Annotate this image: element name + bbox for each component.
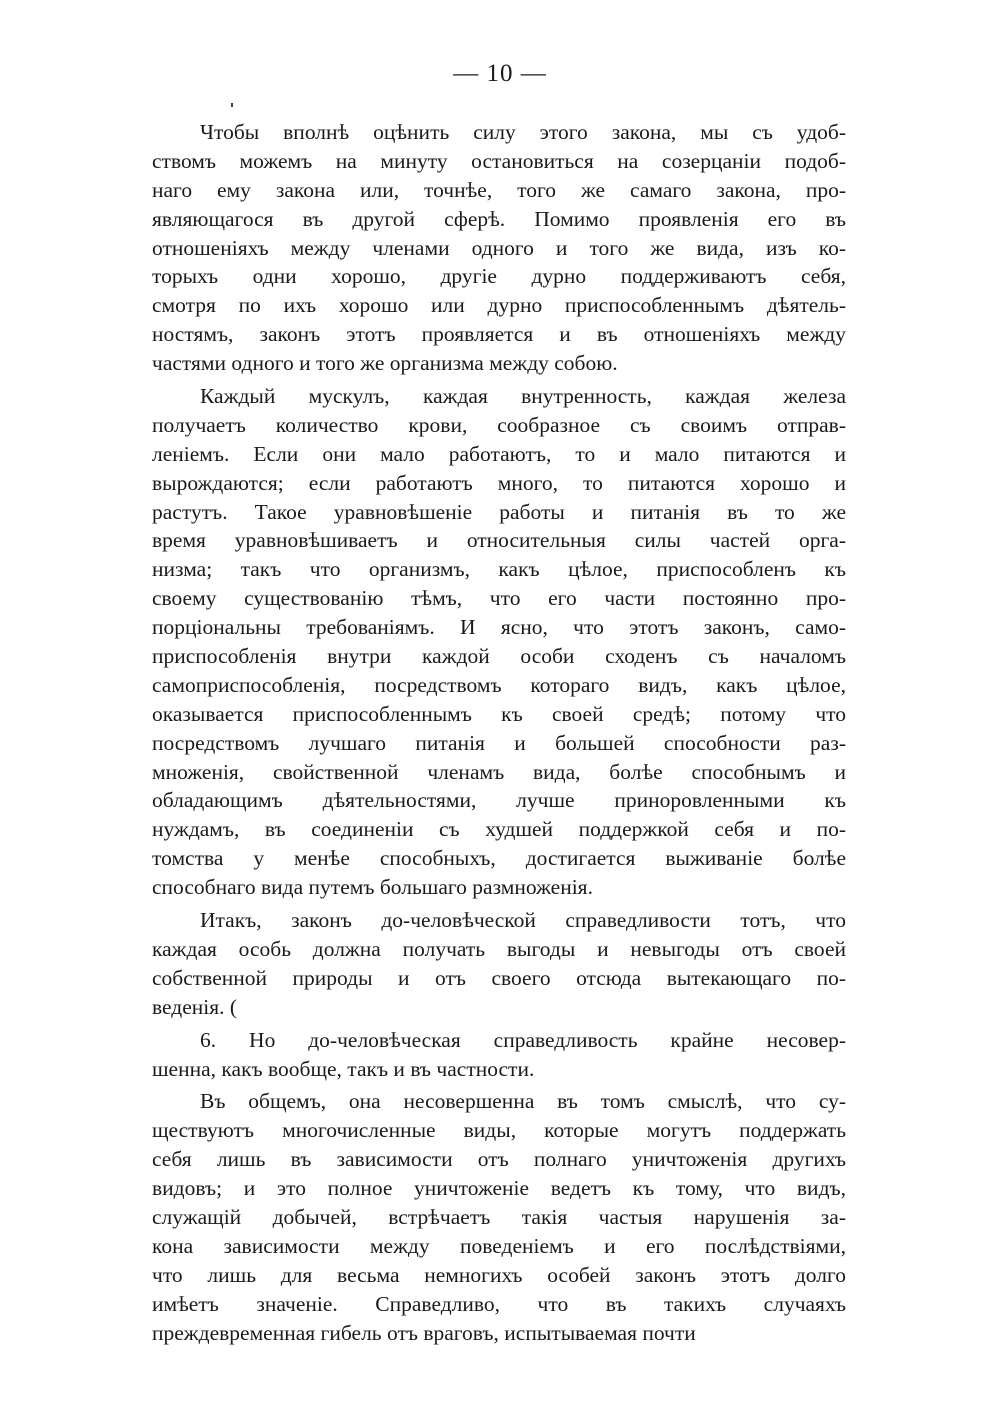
text-line: 6. Но до-человѣческая справедливость крайне несовер- (200, 1027, 846, 1052)
text-line: что лишь для весьма немногихъ особей законъ этотъ долго (152, 1262, 846, 1287)
text-line: шенна, какъ вообще, такъ и въ частности. (152, 1056, 535, 1081)
text-line: ностямъ, законъ этотъ проявляется и въ отношеніяхъ между (152, 322, 846, 347)
text-line: самоприспособленія, посредствомъ котораго видъ, какъ цѣлое, (152, 672, 846, 697)
paragraph (152, 1026, 846, 1084)
text-line: множенія, свойственной членамъ вида, болѣе способнымъ и (152, 759, 846, 784)
text-line: каждая особь должна получать выгоды и невыгоды отъ своей (152, 936, 846, 961)
text-line: частями одного и того же организма между собою. (152, 351, 618, 376)
text-line: посредствомъ лучшаго питанія и большей способности раз- (152, 730, 846, 755)
paragraph (152, 906, 846, 1022)
text-line: веденія. ( (152, 994, 238, 1019)
text-line: порціональны требованіямъ. И ясно, что этотъ законъ, само- (152, 615, 846, 640)
text-line: своему существованію тѣмъ, что его части постоянно про- (152, 586, 846, 611)
text-line: нуждамъ, въ соединеніи съ худшей поддержкой себя и по- (152, 817, 846, 842)
text-line: преждевременная гибель отъ враговъ, испытываемая почти (152, 1320, 696, 1345)
text-line: время уравновѣшиваетъ и относительныя силы частей орга- (152, 528, 846, 553)
text-line: отношеніяхъ между членами одного и того же вида, изъ ко- (152, 235, 846, 260)
body-text (152, 118, 846, 1347)
text-line: растутъ. Такое уравновѣшеніе работы и питанія въ то же (152, 499, 846, 524)
paragraph (152, 382, 846, 902)
text-line: Каждый мускулъ, каждая внутренность, каждая железа (200, 384, 846, 409)
text-line: Чтобы вполнѣ оцѣнить силу этого закона, мы съ удоб- (200, 120, 846, 144)
paragraph (152, 1087, 846, 1347)
ink-mark (231, 103, 233, 107)
text-line: томства у менѣе способныхъ, достигается выживаніе болѣе (152, 846, 846, 871)
text-line: обладающимъ дѣятельностями, лучше приноровленными къ (152, 788, 846, 813)
text-line: получаетъ количество крови, сообразное съ своимъ отправ- (152, 412, 846, 437)
text-line: ствомъ можемъ на минуту остановиться на созерцаніи подоб- (152, 148, 846, 173)
text-line: Итакъ, законъ до-человѣческой справедливости тотъ, что (200, 908, 846, 933)
text-line: приспособленія внутри каждой особи сходенъ съ началомъ (152, 644, 846, 669)
text-line: собственной природы и отъ своего отсюда вытекающаго по- (152, 965, 846, 990)
text-line: служащій добычей, встрѣчаетъ такія частыя нарушенія за- (152, 1204, 846, 1229)
page-number: — 10 — (453, 60, 547, 87)
text-line: ществуютъ многочисленные виды, которые могутъ поддержать (152, 1118, 846, 1143)
text-line: низма; такъ что организмъ, какъ цѣлое, приспособленъ къ (152, 557, 846, 582)
text-line: торыхъ одни хорошо, другіе дурно поддерживаютъ себя, (152, 264, 846, 289)
text-line: себя лишь въ зависимости отъ полнаго уничтоженія другихъ (152, 1147, 846, 1172)
text-line: леніемъ. Если они мало работаютъ, то и мало питаются и (152, 441, 846, 466)
text-line: вырождаются; если работаютъ много, то питаются хорошо и (152, 470, 846, 495)
text-line: способнаго вида путемъ большаго размноженія. (152, 875, 593, 900)
text-line: Въ общемъ, она несовершенна въ томъ смыслѣ, что су- (200, 1089, 846, 1114)
text-line: оказывается приспособленнымъ къ своей средѣ; потому что (152, 701, 846, 726)
text-line: смотря по ихъ хорошо или дурно приспособленнымъ дѣятель- (152, 293, 846, 318)
paragraph (152, 118, 846, 378)
text-line: являющагося въ другой сферѣ. Помимо проявленія его въ (152, 206, 846, 231)
text-line: кона зависимости между поведеніемъ и его послѣдствіями, (152, 1233, 846, 1258)
text-line: видовъ; и это полное уничтоженіе ведетъ къ тому, что видъ, (152, 1176, 846, 1201)
text-line: имѣетъ значеніе. Справедливо, что въ такихъ случаяхъ (152, 1291, 846, 1316)
text-line: наго ему закона или, точнѣе, того же самаго закона, про- (152, 177, 846, 202)
